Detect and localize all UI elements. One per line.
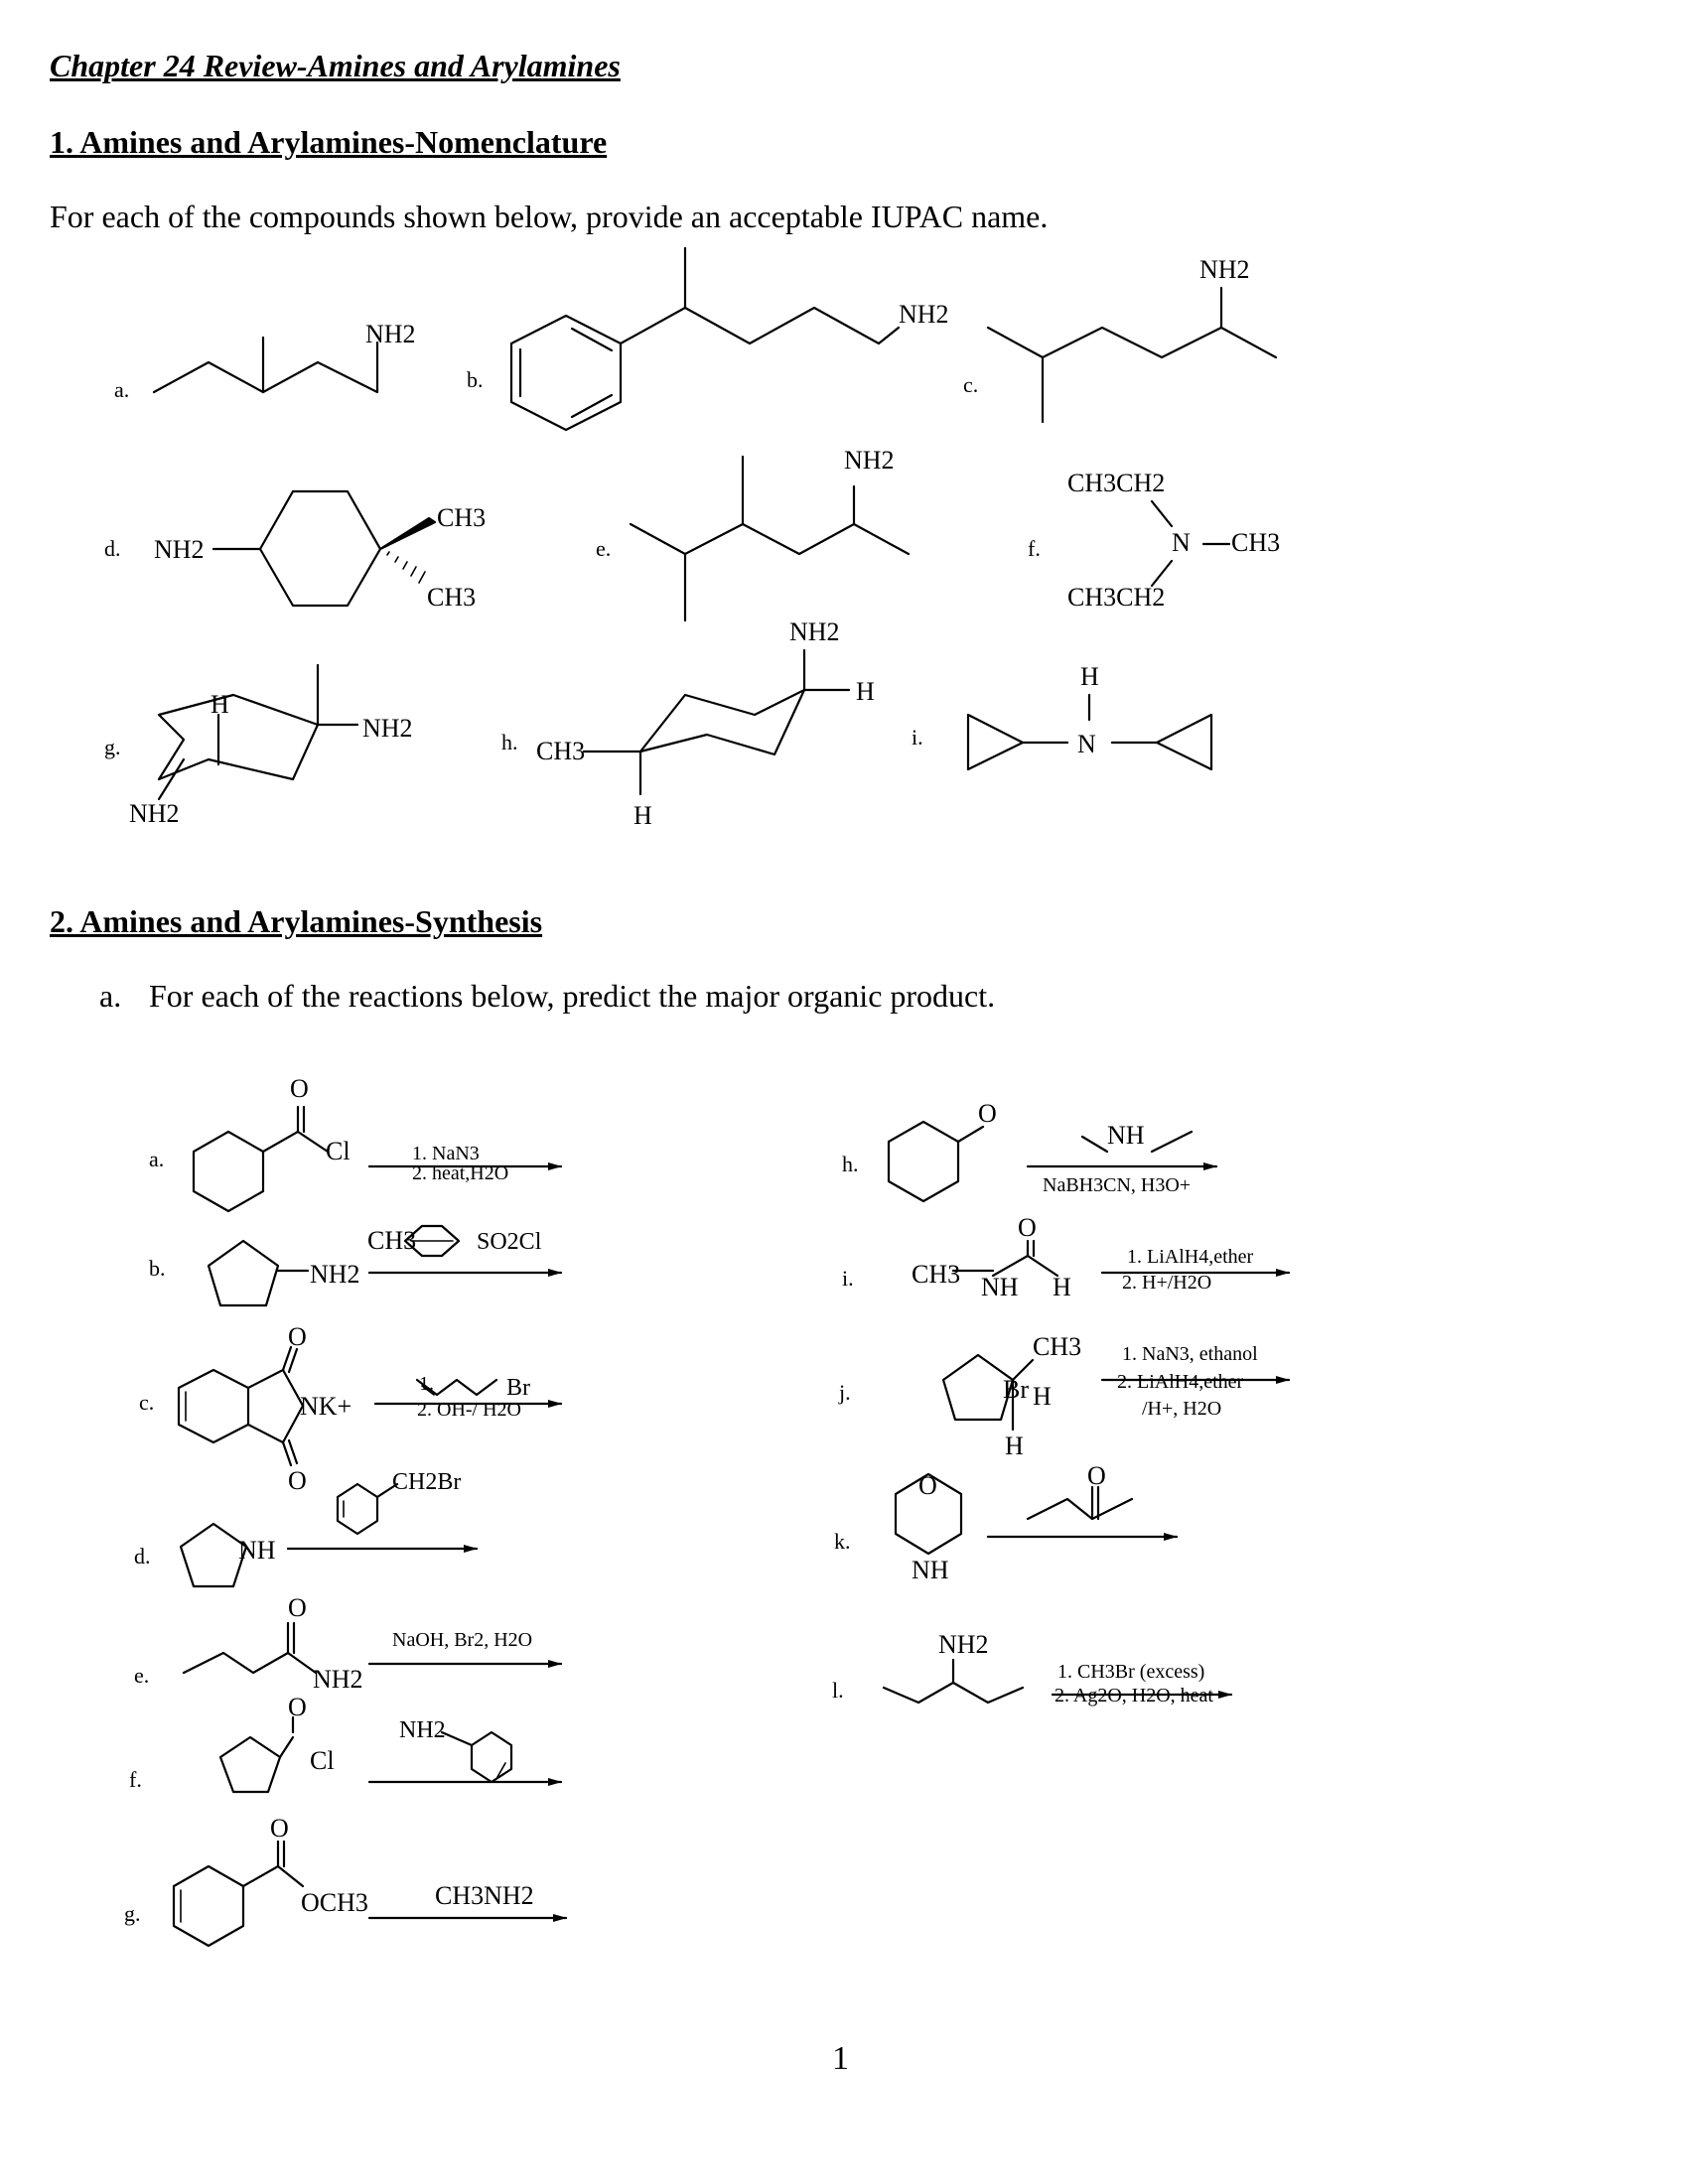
atom-2j-h-bottom: H xyxy=(1005,1432,1024,1460)
atom-1h-ch3: CH3 xyxy=(536,737,586,765)
label-1h: h. xyxy=(501,730,518,754)
label-2b: b. xyxy=(149,1256,166,1281)
compound-1e xyxy=(631,457,909,620)
atom-2f-o: O xyxy=(288,1693,307,1721)
section-2-atoms xyxy=(238,1074,1106,1917)
reagent-2l-line1: 1. CH3Br (excess) xyxy=(1057,1661,1205,1683)
document-title: Chapter 24 Review-Amines and Arylamines xyxy=(50,48,621,83)
atom-2a-cl: Cl xyxy=(326,1137,351,1165)
reagent-2i-line1: 1. LiAlH4,ether xyxy=(1127,1246,1254,1268)
atom-2g-och3: OCH3 xyxy=(301,1888,368,1917)
atom-1d-nh2: NH2 xyxy=(154,535,205,564)
reagent-2f: NH2 xyxy=(399,1717,446,1743)
compound-1a xyxy=(154,338,377,392)
compound-1f xyxy=(1152,501,1229,586)
atom-1g-h: H xyxy=(211,690,229,719)
label-1b: b. xyxy=(467,367,484,392)
compound-1b xyxy=(511,248,899,430)
atom-2i-o: O xyxy=(1018,1213,1037,1242)
atom-2b-nh2: NH2 xyxy=(310,1260,360,1289)
atom-1f-n: N xyxy=(1172,528,1191,557)
label-2g: g. xyxy=(124,1901,141,1926)
atom-2c-nk: NK+ xyxy=(300,1392,352,1421)
label-2j: j. xyxy=(839,1380,851,1405)
label-2k: k. xyxy=(834,1529,851,1554)
atom-2b-ch3: CH3 xyxy=(367,1226,417,1255)
atom-2j-br: Br xyxy=(1003,1375,1029,1404)
atom-2i-nh: NH xyxy=(981,1273,1019,1301)
reagents xyxy=(392,1121,1258,1910)
compound-1h xyxy=(584,650,849,794)
compound-1g xyxy=(159,665,357,799)
atom-2j-ch3: CH3 xyxy=(1033,1332,1082,1361)
reagent-2a-line2: 2. heat,H2O xyxy=(412,1162,509,1184)
atom-1h-nh2: NH2 xyxy=(789,617,840,646)
section-2-labels xyxy=(124,1147,859,1926)
atom-1i-n: N xyxy=(1077,730,1096,758)
atom-1g-nh2-axial: NH2 xyxy=(129,799,180,828)
reaction-2a xyxy=(194,1107,561,1211)
atom-1c-nh2: NH2 xyxy=(1199,255,1250,284)
section-1-atoms xyxy=(129,255,1280,830)
atom-2i-ch3: CH3 xyxy=(912,1260,961,1289)
reagent-2d: CH2Br xyxy=(392,1469,462,1495)
label-1f: f. xyxy=(1028,536,1041,561)
label-2h: h. xyxy=(842,1152,859,1176)
label-2l: l. xyxy=(832,1678,844,1703)
label-2f: f. xyxy=(129,1767,142,1792)
atom-1d-ch3-bottom: CH3 xyxy=(427,583,477,612)
atom-1i-h: H xyxy=(1080,662,1099,691)
reagent-2h-top: NH xyxy=(1107,1121,1145,1150)
atom-1h-h: H xyxy=(856,677,875,706)
label-1i: i. xyxy=(912,725,923,750)
atom-2i-h: H xyxy=(1053,1273,1071,1301)
atom-2k-o-ketone: O xyxy=(1087,1461,1106,1490)
reagent-2e: NaOH, Br2, H2O xyxy=(392,1629,533,1651)
atom-2f-cl: Cl xyxy=(310,1746,335,1775)
atom-1g-nh2: NH2 xyxy=(362,714,413,743)
atom-1f-ch3ch2-top: CH3CH2 xyxy=(1067,469,1166,497)
label-1c: c. xyxy=(963,372,979,397)
atom-2a-o: O xyxy=(290,1074,309,1103)
atom-2d-nh: NH xyxy=(238,1536,276,1565)
section-1-heading: 1. Amines and Arylamines-Nomenclature xyxy=(50,124,608,160)
atom-2j-h-right: H xyxy=(1033,1382,1052,1411)
page-number: 1 xyxy=(832,2040,849,2077)
atom-1h-h-bottom: H xyxy=(633,801,652,830)
compound-1d xyxy=(213,491,435,606)
atom-2k-nh: NH xyxy=(912,1556,949,1584)
label-2c: c. xyxy=(139,1390,155,1415)
label-1g: g. xyxy=(104,735,121,759)
reaction-2d xyxy=(181,1484,477,1586)
atom-2c-o-top: O xyxy=(288,1322,307,1351)
atom-2k-o: O xyxy=(918,1471,937,1500)
reaction-2k xyxy=(896,1474,1177,1554)
reagent-2l-line2: 2. Ag2O, H2O, heat xyxy=(1055,1685,1213,1706)
atom-1b-nh2: NH2 xyxy=(899,300,949,329)
atom-2g-o: O xyxy=(270,1814,289,1843)
reaction-2f xyxy=(220,1717,561,1792)
atom-2l-nh2: NH2 xyxy=(938,1630,989,1659)
reagent-2j-line2: 2. LiAlH4,ether xyxy=(1117,1371,1244,1393)
label-2i: i. xyxy=(842,1266,854,1291)
atom-1f-ch3ch2-bottom: CH3CH2 xyxy=(1067,583,1166,612)
atom-2h-o: O xyxy=(978,1099,997,1128)
reagent-2h-bottom: NaBH3CN, H3O+ xyxy=(1043,1174,1192,1196)
reagent-2c-line1: 1. xyxy=(419,1373,434,1395)
atom-1a-nh2: NH2 xyxy=(365,320,416,348)
reagent-2c-br: Br xyxy=(506,1375,530,1401)
reagent-2b: SO2Cl xyxy=(477,1229,542,1255)
atom-1f-ch3: CH3 xyxy=(1231,528,1281,557)
reagent-2j-line1: 1. NaN3, ethanol xyxy=(1122,1343,1258,1365)
reagent-2c-line2: 2. OH-/ H2O xyxy=(417,1399,521,1421)
label-1a: a. xyxy=(114,377,130,402)
compound-1c xyxy=(988,288,1276,422)
label-1e: e. xyxy=(596,536,612,561)
label-2d: d. xyxy=(134,1544,151,1569)
label-2a: a. xyxy=(149,1147,165,1171)
atom-1d-ch3-top: CH3 xyxy=(437,503,487,532)
section-1-instruction: For each of the compounds shown below, provide an acceptable IUPAC name. xyxy=(50,199,1049,234)
atom-1e-nh2: NH2 xyxy=(844,446,895,475)
atom-2c-o-bottom: O xyxy=(288,1466,307,1495)
reagent-2g: CH3NH2 xyxy=(435,1881,534,1910)
reagent-2i-line2: 2. H+/H2O xyxy=(1122,1272,1212,1294)
reagent-2a-line1: 1. NaN3 xyxy=(412,1143,480,1164)
section-2-part-label: a. xyxy=(99,978,122,1014)
section-2-instruction: For each of the reactions below, predict the major organic product. xyxy=(149,978,996,1014)
atom-2e-nh2: NH2 xyxy=(313,1665,363,1694)
reagent-2j-line3: /H+, H2O xyxy=(1142,1398,1222,1420)
atom-2e-o: O xyxy=(288,1593,307,1622)
label-2e: e. xyxy=(134,1663,150,1688)
section-2-heading: 2. Amines and Arylamines-Synthesis xyxy=(50,903,543,939)
label-1d: d. xyxy=(104,536,121,561)
